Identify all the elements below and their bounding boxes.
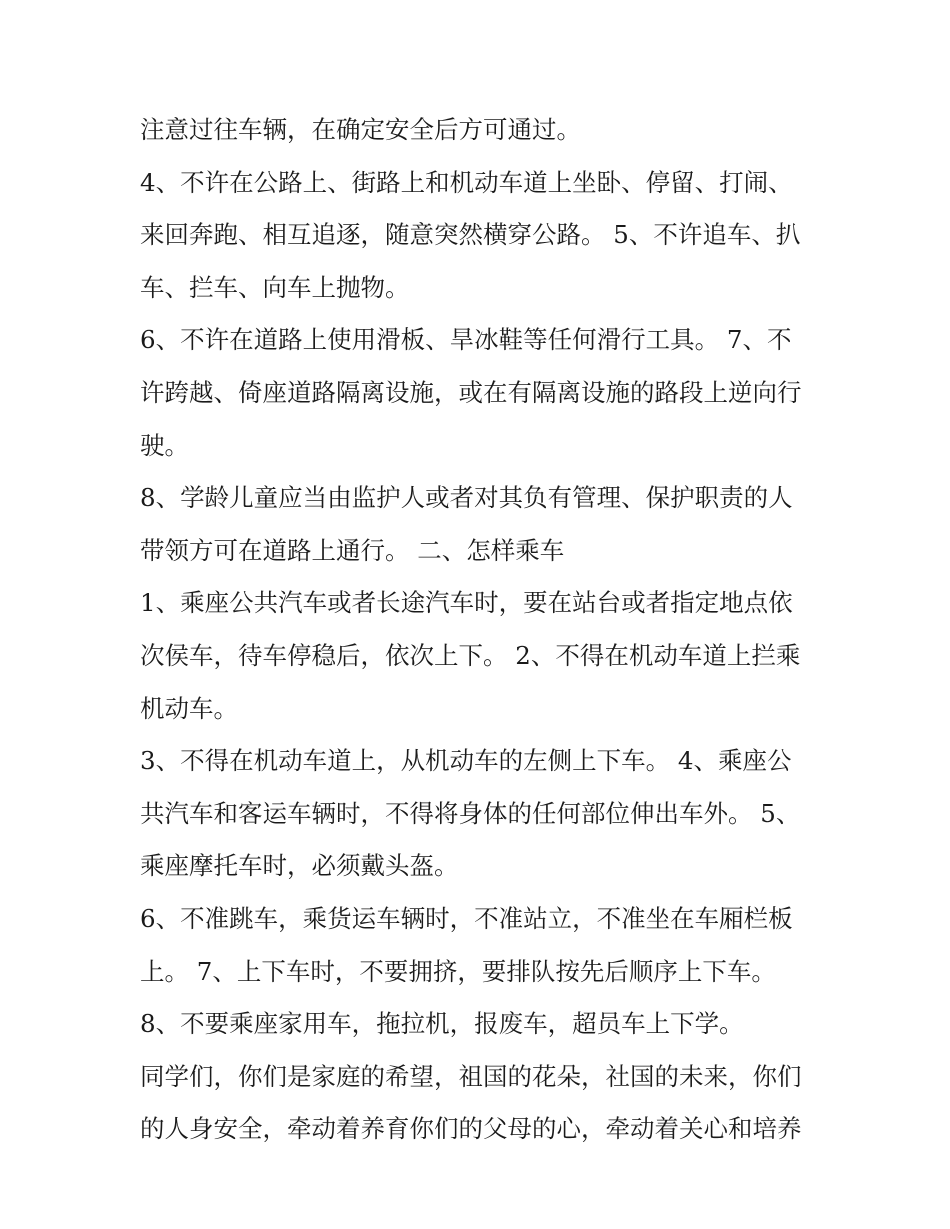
text-line: 乘座摩托车时，必须戴头盔。 [140, 851, 459, 881]
text-line: 注意过往车辆，在确定安全后方可通过。 [140, 115, 581, 144]
text-line: 6、不许在道路上使用滑板、旱冰鞋等任何滑行工具。 7、不 [140, 325, 792, 355]
text-line: 6、不准跳车，乘货运车辆时，不准站立，不准坐在车厢栏板 [140, 903, 793, 933]
text-line: 同学们，你们是家庭的希望，祖国的花朵，社国的未来，你们 [140, 1061, 802, 1091]
text-line: 来回奔跑、相互追逐，随意突然横穿公路。 5、不许追车、扒 [140, 220, 801, 250]
text-line: 上。 7、上下车时，不要拥挤，要排队按先后顺序上下车。 [140, 956, 776, 986]
text-line: 车、拦车、向车上抛物。 [140, 272, 410, 302]
text-line: 机动车。 [140, 693, 238, 723]
text-line: 许跨越、倚座道路隔离设施，或在有隔离设施的路段上逆向行 [140, 377, 802, 407]
text-line: 3、不得在机动车道上，从机动车的左侧上下车。 4、乘座公 [140, 746, 792, 776]
text-line: 8、学龄儿童应当由监护人或者对其负有管理、保护职责的人 [140, 483, 793, 513]
text-line: 次侯车，待车停稳后，依次上下。 2、不得在机动车道上拦乘 [140, 640, 801, 670]
text-line: 驶。 [140, 430, 189, 460]
text-line: 的人身安全，牵动着养育你们的父母的心，牵动着关心和培养 [140, 1114, 802, 1144]
text-line: 8、不要乘座家用车，拖拉机，报废车，超员车上下学。 [140, 1009, 744, 1039]
document-body [140, 104, 830, 1156]
text-line: 共汽车和客运车辆时，不得将身体的任何部位伸出车外。 5、 [140, 798, 801, 828]
text-line: 1、乘座公共汽车或者长途汽车时，要在站台或者指定地点依 [140, 588, 793, 618]
text-line: 4、不许在公路上、街路上和机动车道上坐卧、停留、打闹、 [140, 167, 793, 197]
text-line: 带领方可在道路上通行。 二、怎样乘车 [140, 535, 565, 565]
